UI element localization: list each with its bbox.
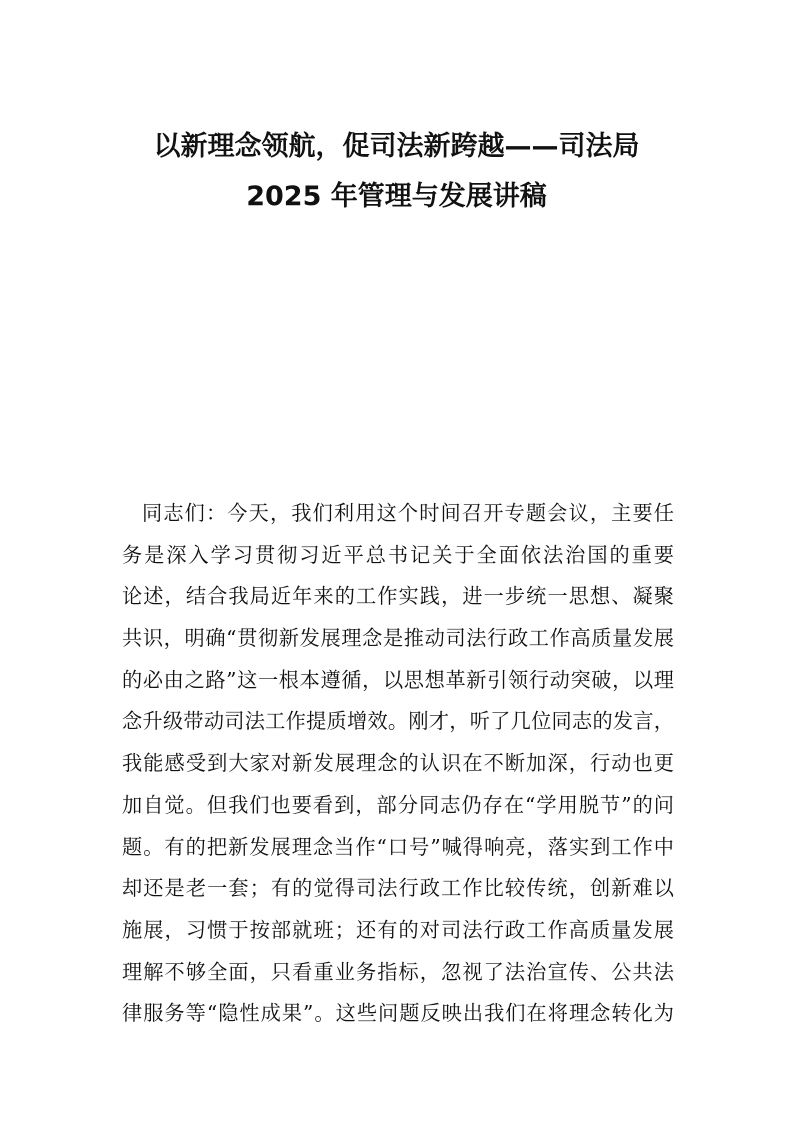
body-line: 我能感受到大家对新发展理念的认识在不断加深，行动也更 (122, 751, 674, 776)
body-line: 却还是老一套；有的觉得司法行政工作比较传统，创新难以 (122, 876, 674, 901)
title-line-1: 以新理念领航，促司法新跨越——司法局 (153, 131, 640, 162)
body-line: 题。有的把新发展理念当作“口号”喊得响亮，落实到工作中 (122, 834, 674, 859)
body-line: 同志们：今天，我们利用这个时间召开专题会议，主要任 (142, 501, 674, 525)
document-title (100, 122, 693, 222)
body-line: 论述，结合我局近年来的工作实践，进一步统一思想、凝聚 (122, 584, 674, 609)
body-line: 施展，习惯于按部就班；还有的对司法行政工作高质量发展 (122, 917, 674, 942)
body-line: 的必由之路”这一根本遵循，以思想革新引领行动突破，以理 (122, 667, 674, 692)
body-line: 理解不够全面，只看重业务指标，忽视了法治宣传、公共法 (122, 959, 674, 984)
body-line: 务是深入学习贯彻习近平总书记关于全面依法治国的重要 (122, 542, 674, 567)
body-line: 律服务等“隐性成果”。这些问题反映出我们在将理念转化为 (122, 1001, 674, 1026)
body-line: 加自觉。但我们也要看到，部分同志仍存在“学用脱节”的问 (122, 792, 674, 817)
document-body (122, 493, 674, 1035)
body-line: 共识，明确“贯彻新发展理念是推动司法行政工作高质量发展 (122, 626, 674, 651)
title-line-2: 2025 年管理与发展讲稿 (246, 181, 547, 212)
body-line: 念升级带动司法工作提质增效。刚才，听了几位同志的发言， (122, 709, 674, 734)
